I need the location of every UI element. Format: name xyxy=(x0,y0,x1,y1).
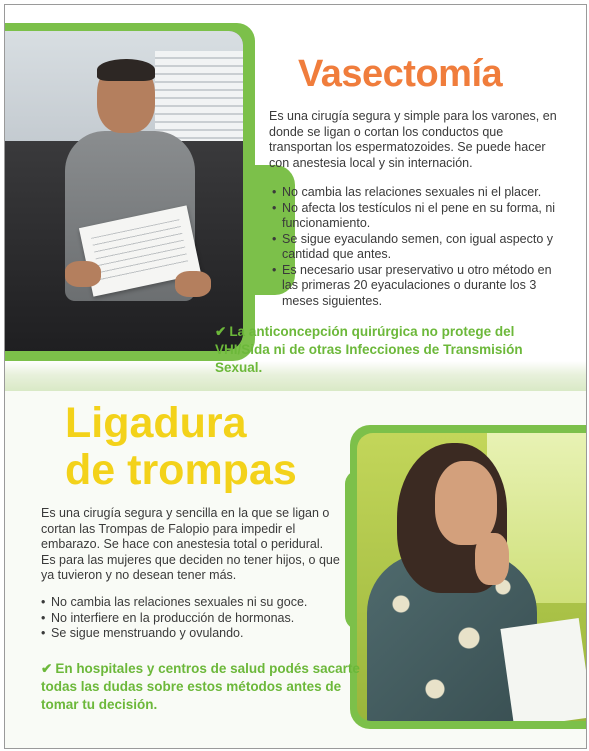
ligation-bullet-list xyxy=(41,595,341,642)
list-item: • Se sigue eyaculando semen, con igual aspecto y cantidad que antes. xyxy=(272,232,568,263)
woman-smiling-photo xyxy=(357,433,586,721)
photo-paper xyxy=(500,618,586,721)
brochure-page xyxy=(4,4,587,749)
ligation-note xyxy=(41,660,361,714)
vasectomy-bullet-list xyxy=(272,185,568,309)
vasectomy-title: Vasectomía xyxy=(298,53,503,95)
photo-hand-right xyxy=(175,271,211,297)
vasectomy-note-text: La anticoncepción quirúrgica no protege del VHI/Sida ni de otras Infecciones de Transmisión Sexual. xyxy=(215,324,523,375)
list-item: • No interfiere en la producción de hormonas. xyxy=(41,611,341,627)
photo-hair xyxy=(97,59,155,81)
photo-window-blind xyxy=(155,51,243,141)
list-item: • No cambia las relaciones sexuales ni el placer. xyxy=(272,185,568,201)
check-icon: ✔ xyxy=(41,661,53,676)
photo-hand-left xyxy=(65,261,101,287)
ligation-title xyxy=(65,400,297,494)
list-item: • Se sigue menstruando y ovulando. xyxy=(41,626,341,642)
list-item: • No afecta los testículos ni el pene en su forma, ni funcionamiento. xyxy=(272,201,568,232)
vasectomy-note xyxy=(215,323,565,377)
ligation-note-text: En hospitales y centros de salud podés sacarte todas las dudas sobre estos métodos antes de tomar tu decisión. xyxy=(41,661,360,712)
list-item: • No cambia las relaciones sexuales ni su goce. xyxy=(41,595,341,611)
check-icon: ✔ xyxy=(215,324,227,339)
ligation-title-line1: Ligadura xyxy=(65,399,247,447)
list-item: • Es necesario usar preservativo u otro método en las primeras 20 eyaculaciones o durante los 3 meses siguientes. xyxy=(272,263,568,310)
ligation-description: Es una cirugía segura y sencilla en la que se ligan o cortan las Trompas de Falopio para impedir el embarazo. Se hace con anestesia total o peridural. Es para las mujeres que deciden no tener hijos, o que ya tuvieron y no desean tener más. xyxy=(41,506,340,582)
man-reading-photo xyxy=(5,31,243,351)
photo-hand xyxy=(475,533,509,585)
ligation-title-line2: de trompas xyxy=(65,446,297,494)
vasectomy-description: Es una cirugía segura y simple para los varones, en donde se ligan o cortan los conductos que transportan los espermatozoides. Se puede hacer con anestesia local y sin internación. xyxy=(269,109,557,170)
